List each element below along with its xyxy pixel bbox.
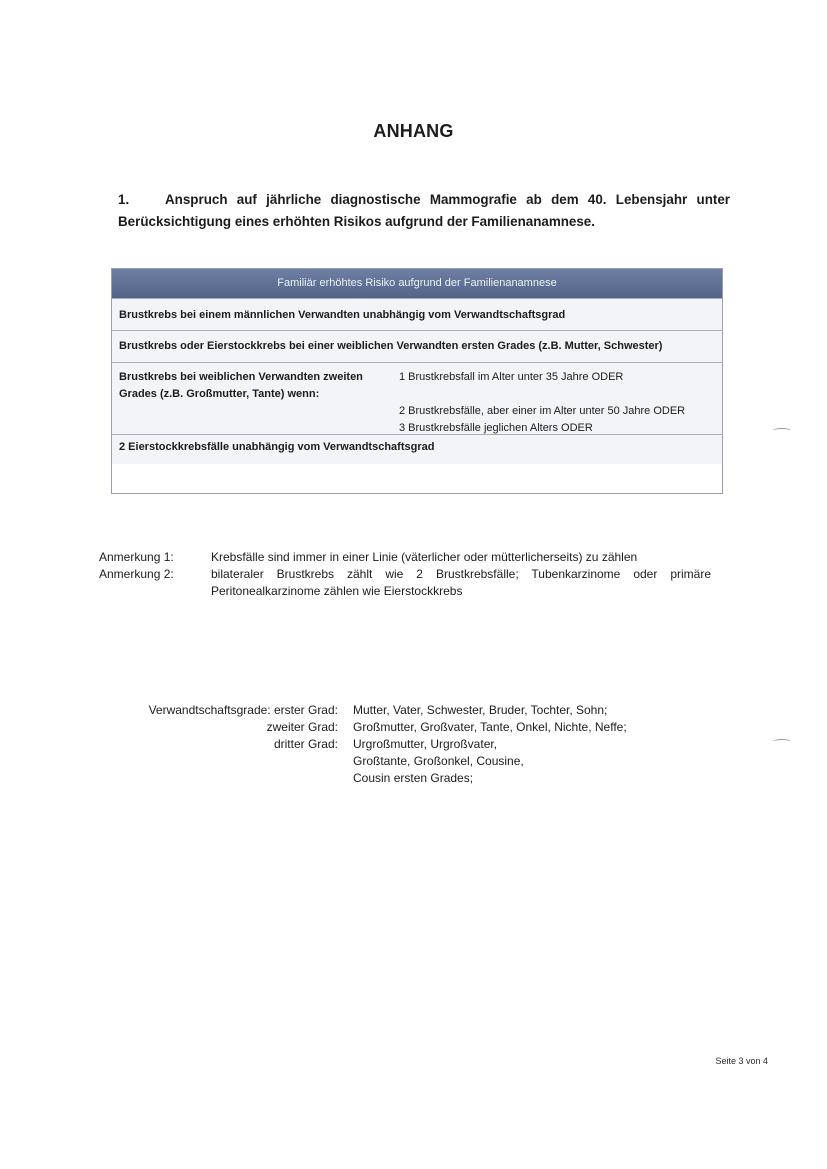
section-heading — [118, 189, 730, 233]
section-number: 1. — [118, 192, 130, 207]
page-title: ANHANG — [373, 121, 454, 141]
relationship-row — [118, 702, 678, 719]
list-item: 2 Brustkrebsfälle, aber einer im Alter unter 50 Jahre ODER — [399, 405, 686, 417]
table-row — [112, 434, 722, 464]
relationship-value: Mutter, Vater, Schwester, Bruder, Tochter, Sohn; — [353, 703, 608, 717]
section-heading-text: Anspruch auf jährliche diagnostische Mammografie ab dem 40. Lebensjahr unter Berücksichtigung eines erhöhten Risikos aufgrund der Familienanamnese. — [118, 192, 730, 229]
relationship-value: Urgroßmutter, Urgroßvater, Großtante, Großonkel, Cousine, Cousin ersten Grades; — [353, 737, 524, 785]
risk-table — [111, 268, 723, 494]
table-cell: 2 Eierstockkrebsfälle unabhängig vom Verwandtschaftsgrad — [119, 441, 435, 453]
relationship-row — [118, 719, 678, 736]
note-1 — [99, 549, 711, 566]
note-label: Anmerkung 2: — [99, 567, 174, 581]
table-cell: Brustkrebs bei weiblichen Verwandten zweiten Grades (z.B. Großmutter, Tante) wenn: — [119, 371, 363, 400]
relationship-label: zweiter Grad: — [266, 720, 338, 734]
relationship-row — [118, 736, 678, 787]
relationship-degrees — [118, 702, 678, 787]
relationship-value: Großmutter, Großvater, Tante, Onkel, Nichte, Neffe; — [353, 720, 627, 734]
note-text: bilateraler Brustkrebs zählt wie 2 Brustkrebsfälle; Tubenkarzinome oder primäre Peritonealkarzinome zählen wie Eierstockkrebs — [211, 567, 711, 598]
notes — [99, 549, 711, 600]
note-2 — [99, 566, 711, 600]
scan-mark — [773, 739, 791, 744]
table-row — [112, 298, 722, 330]
risk-table-header: Familiär erhöhtes Risiko aufgrund der Familienanamnese — [112, 269, 722, 298]
list-item: 3 Brustkrebsfälle jeglichen Alters ODER — [399, 422, 593, 434]
list-item: 1 Brustkrebsfall im Alter unter 35 Jahre ODER — [399, 371, 624, 383]
note-text: Krebsfälle sind immer in einer Linie (väterlicher oder mütterlicherseits) zu zählen — [211, 550, 638, 564]
relationship-label: Verwandtschaftsgrade: erster Grad: — [148, 703, 338, 717]
note-label: Anmerkung 1: — [99, 550, 174, 564]
table-row — [112, 362, 722, 434]
scan-mark — [773, 428, 791, 433]
relationship-label: dritter Grad: — [273, 737, 338, 751]
table-row — [112, 330, 722, 362]
table-cell: Brustkrebs oder Eierstockkrebs bei einer weiblichen Verwandten ersten Grades (z.B. Mutter, Schwester) — [119, 340, 663, 352]
page-number: Seite 3 von 4 — [715, 1056, 768, 1066]
table-cell: Brustkrebs bei einem männlichen Verwandten unabhängig vom Verwandtschaftsgrad — [119, 309, 566, 321]
